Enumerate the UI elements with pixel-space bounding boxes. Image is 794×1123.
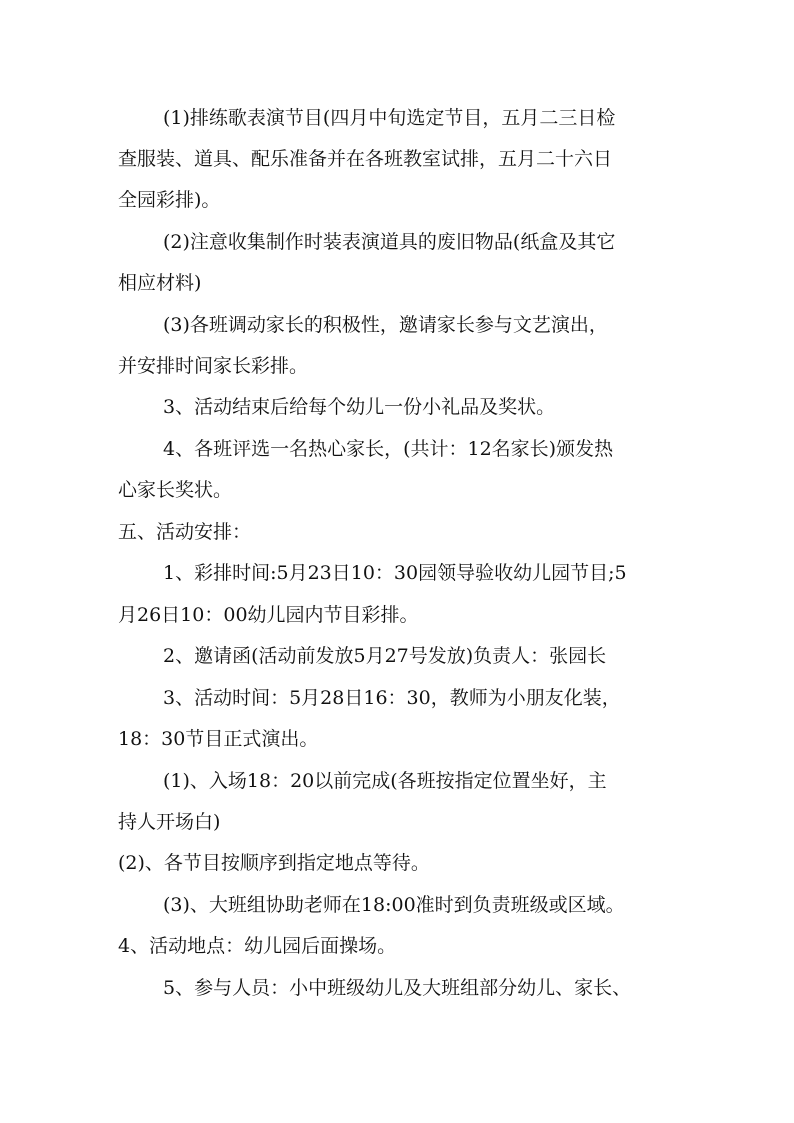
text-line: 5、参与人员：小中班级幼儿及大班组部分幼儿、家长、: [163, 977, 632, 999]
text-line: 全园彩排)。: [118, 189, 221, 211]
text-line: 1、彩排时间:5月23日10：30园领导验收幼儿园节目;5: [163, 562, 627, 584]
text-line: 心家长奖状。: [118, 479, 233, 501]
text-line: 4、各班评选一名热心家长，(共计：12名家长)颁发热: [163, 438, 614, 460]
text-line: (2)注意收集制作时装表演道具的废旧物品(纸盒及其它: [163, 231, 616, 253]
text-line: (1)、入场18：20以前完成(各班按指定位置坐好，主: [163, 770, 607, 792]
text-line: (3)各班调动家长的积极性，邀请家长参与文艺演出，: [163, 314, 608, 336]
text-line: 持人开场白): [118, 811, 221, 833]
text-line: 相应材料): [118, 272, 202, 294]
text-line: 3、活动时间：5月28日16：30，教师为小朋友化装，: [163, 687, 621, 709]
text-line: (3)、大班组协助老师在18:00准时到负责班级或区域。: [163, 894, 625, 916]
text-line: 18：30节目正式演出。: [118, 728, 319, 750]
text-line: 3、活动结束后给每个幼儿一份小礼品及奖状。: [163, 396, 556, 418]
text-line: 4、活动地点：幼儿园后面操场。: [118, 935, 397, 957]
text-line: 月26日10：00幼儿园内节目彩排。: [118, 604, 419, 626]
section-heading: 五、活动安排：: [118, 521, 252, 543]
text-line: (2)、各节目按顺序到指定地点等待。: [118, 852, 430, 874]
text-line: 查服装、道具、配乐准备并在各班教室试排，五月二十六日: [118, 148, 613, 170]
text-line: 并安排时间家长彩排。: [118, 355, 309, 377]
text-line: (1)排练歌表演节目(四月中旬选定节目，五月二三日检: [163, 107, 616, 129]
text-line: 2、邀请函(活动前发放5月27号发放)负责人：张园长: [163, 645, 607, 667]
